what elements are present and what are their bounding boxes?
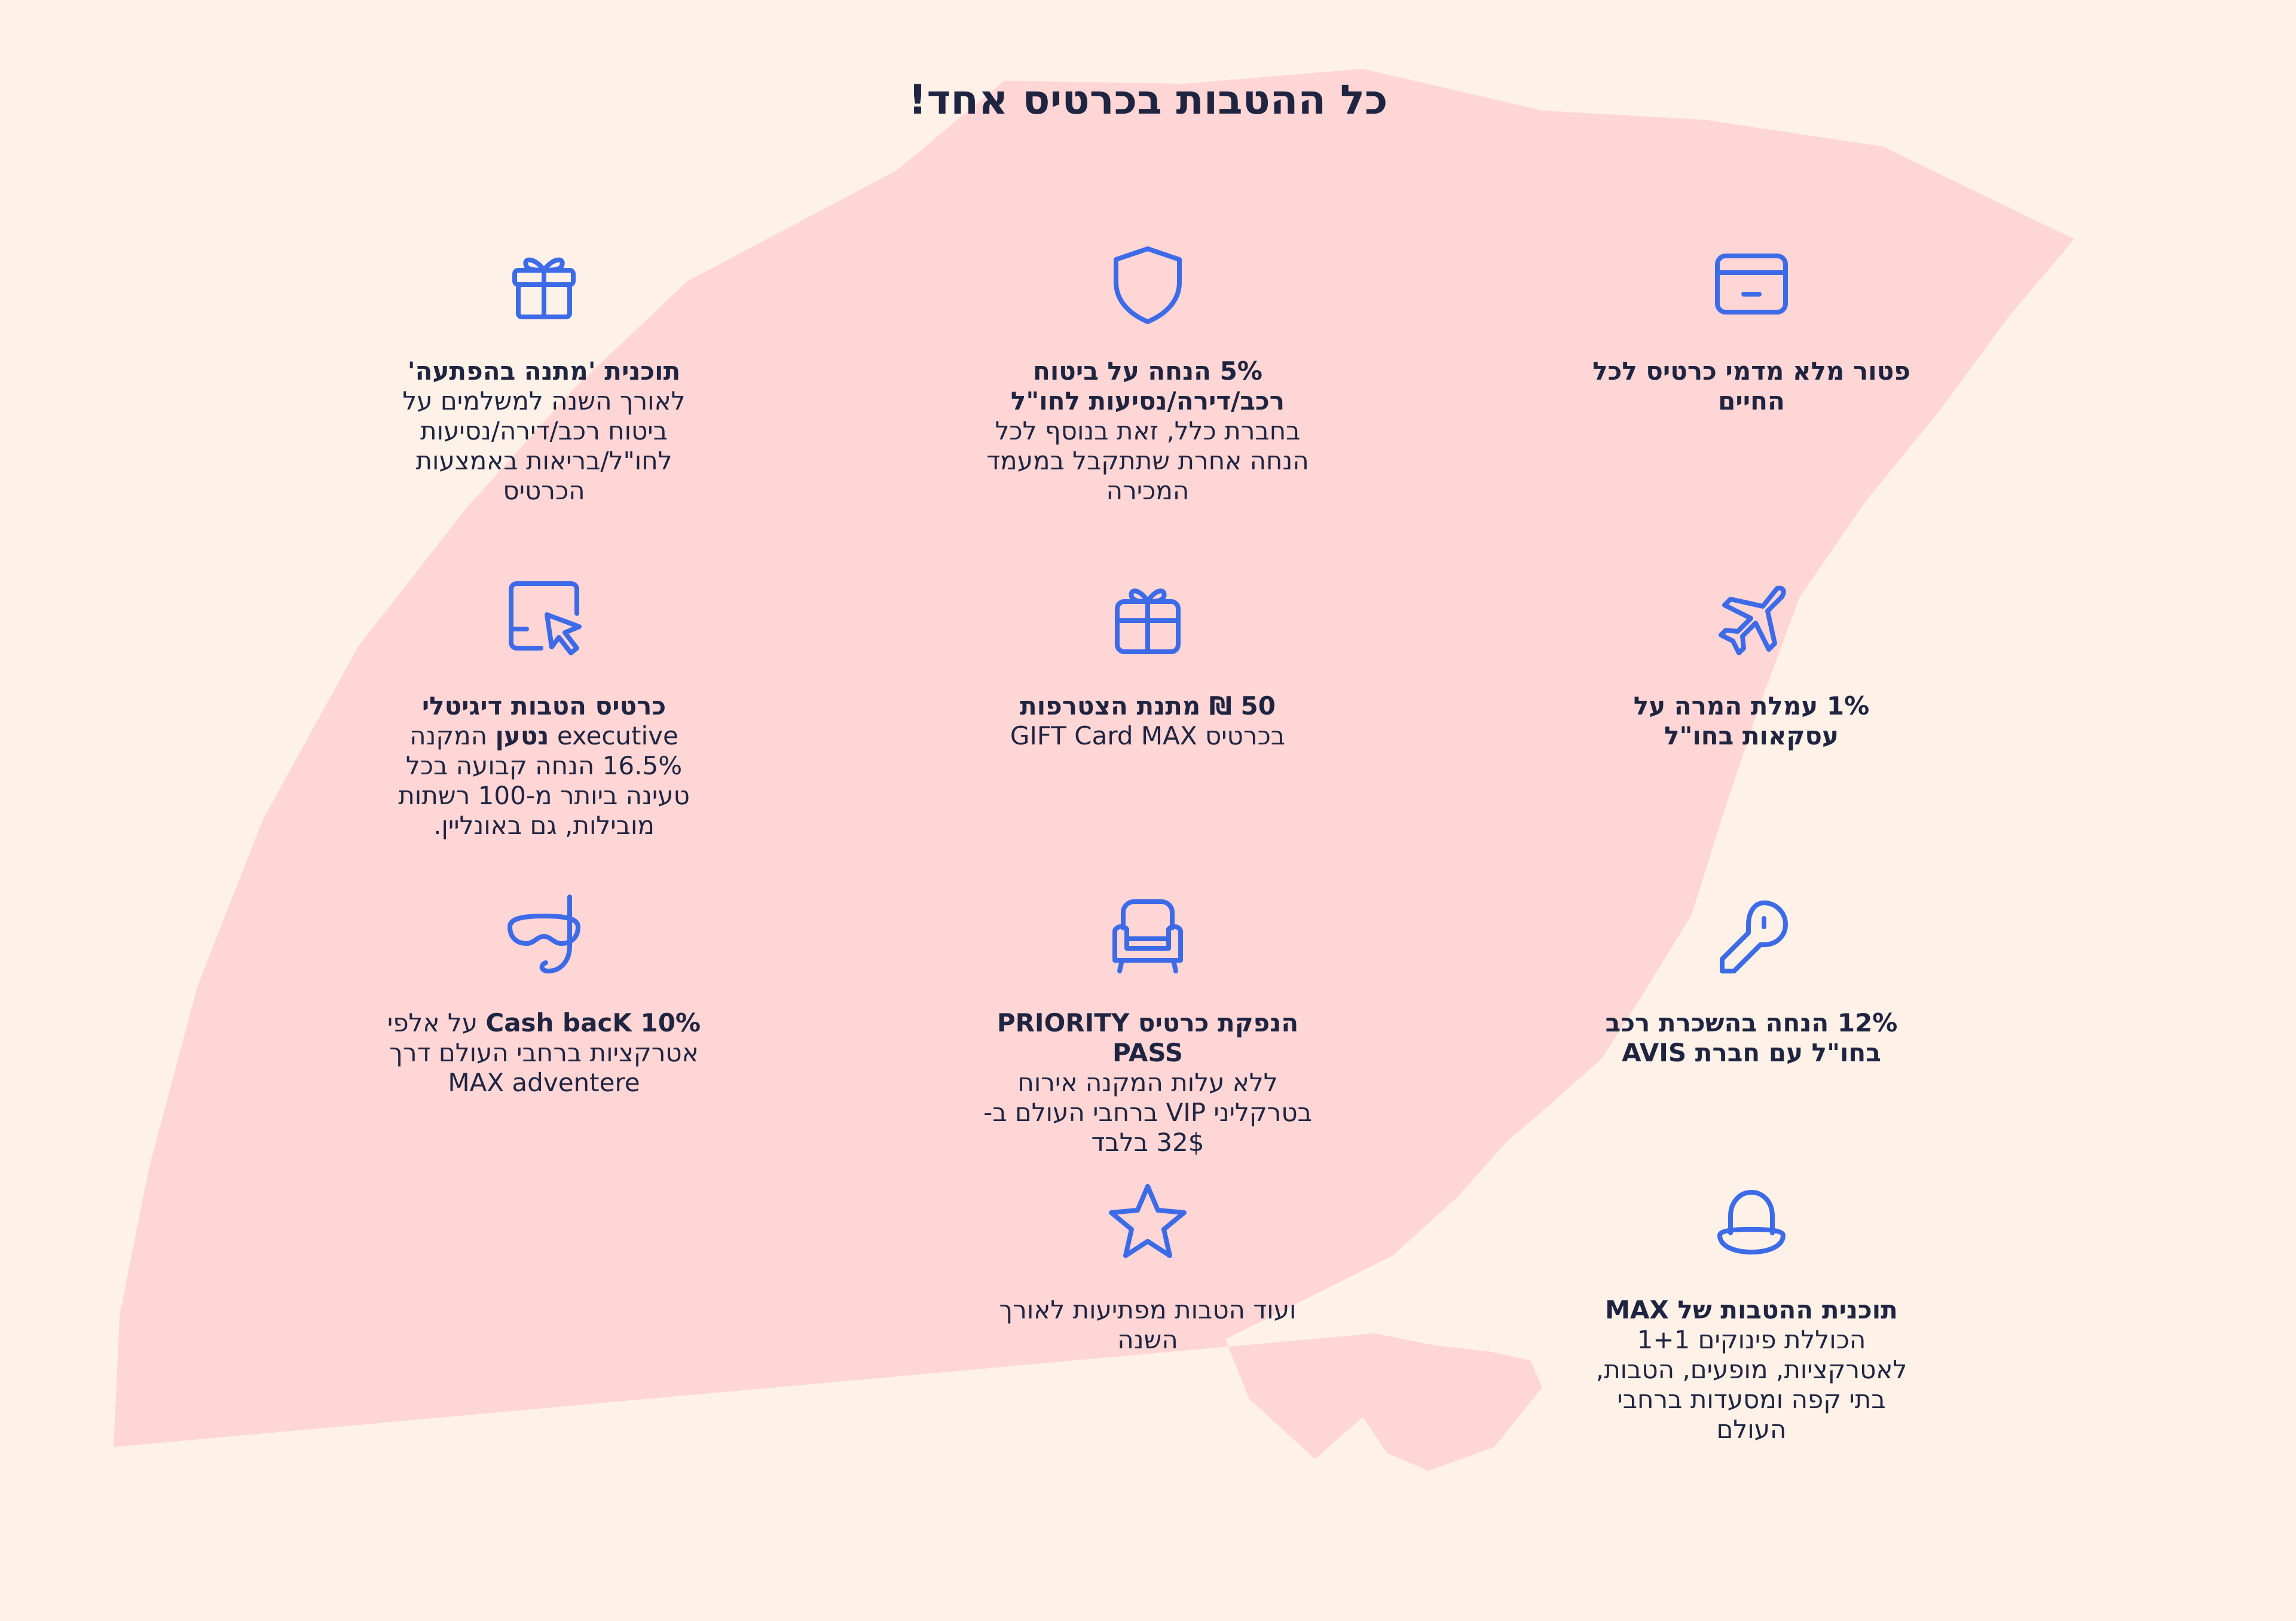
benefit-title: 5% הנחה על ביטוח רכב/דירה/נסיעות לחו"ל	[1010, 356, 1285, 416]
benefit-description: המקנה 16.5% הנחה קבועה בכל טעינה ביותר מ-100 רשתות מובילות, גם באונליין.	[398, 721, 690, 840]
benefit-insurance-discount	[980, 239, 1315, 506]
benefit-text	[377, 356, 711, 506]
benefit-title: הנפקת כרטיס PRIORITY PASS	[996, 1008, 1299, 1067]
benefit-text	[1584, 1295, 1919, 1445]
benefit-surprise-gift	[377, 239, 711, 506]
benefit-text	[980, 691, 1315, 751]
bucket-hat-icon	[1707, 1178, 1796, 1268]
benefit-text	[377, 1008, 711, 1098]
gift-icon	[499, 239, 589, 329]
key-icon	[1707, 891, 1796, 981]
benefit-more-surprises	[980, 1178, 1315, 1355]
benefit-join-gift	[980, 574, 1315, 751]
benefit-text	[1584, 691, 1919, 751]
benefit-description: בכרטיס GIFT Card MAX	[1010, 721, 1286, 750]
benefit-description: executive	[549, 721, 678, 750]
shield-icon	[1103, 239, 1193, 329]
credit-card-icon	[1707, 239, 1796, 329]
gift-card-icon	[1103, 574, 1193, 664]
benefit-text	[1584, 356, 1919, 416]
benefit-digital-card	[377, 574, 711, 841]
benefit-title: 12% הנחה בהשכרת רכב בחו"ל עם חברת AVIS	[1605, 1008, 1898, 1067]
benefit-description: ללא עלות המקנה אירוח בטרקליני VIP ברחבי העולם ב- 32$ בלבד	[983, 1068, 1312, 1157]
page-title: כל ההטבות בכרטיס אחד!	[908, 77, 1388, 124]
benefit-text	[980, 1295, 1315, 1355]
benefit-emphasis: נטען	[495, 721, 549, 750]
benefit-description: לאורך השנה למשלמים על ביטוח רכב/דירה/נסיעות לחו"ל/בריאות באמצעות הכרטיס	[402, 386, 686, 505]
benefit-description: בחברת כלל, זאת בנוסף לכל הנחה אחרת שתתקבל במעמד המכירה	[986, 416, 1309, 505]
armchair-icon	[1103, 891, 1193, 981]
benefit-description: על אלפי אטרקציות ברחבי העולם דרך MAX adventere	[387, 1008, 699, 1097]
benefit-card-fee	[1584, 239, 1919, 416]
benefit-cashback	[377, 891, 711, 1098]
benefit-title: 1% עמלת המרה על עסקאות בחו"ל	[1633, 691, 1870, 750]
benefit-title: תוכנית ההטבות של MAX	[1605, 1295, 1898, 1324]
benefit-max-program	[1584, 1178, 1919, 1445]
benefit-title: תוכנית 'מתנה בהפתעה'	[407, 356, 681, 386]
benefit-title: 50 ₪ מתנת הצטרפות	[1020, 691, 1276, 721]
star-icon	[1103, 1178, 1193, 1268]
digital-card-cursor-icon	[499, 574, 589, 664]
benefit-description: ועוד הטבות מפתיעות לאורך השנה	[999, 1295, 1297, 1354]
airplane-icon	[1707, 574, 1796, 664]
benefit-description: הכוללת פינוקים 1+1 לאטרקציות, מופעים, הטבות, בתי קפה ומסעדות ברחבי העולם	[1595, 1325, 1907, 1444]
snorkel-mask-icon	[499, 891, 589, 981]
benefit-title: פטור מלא מדמי כרטיס לכל החיים	[1592, 356, 1910, 416]
benefit-conversion-fee	[1584, 574, 1919, 751]
benefit-text	[377, 691, 711, 841]
benefit-text	[1584, 1008, 1919, 1068]
benefit-priority-pass	[980, 891, 1315, 1158]
benefit-car-rental	[1584, 891, 1919, 1068]
benefit-text	[980, 356, 1315, 506]
benefit-title: כרטיס הטבות דיגיטלי	[421, 691, 667, 721]
benefit-title: Cash bacK 10%	[485, 1008, 701, 1037]
benefit-text	[980, 1008, 1315, 1158]
